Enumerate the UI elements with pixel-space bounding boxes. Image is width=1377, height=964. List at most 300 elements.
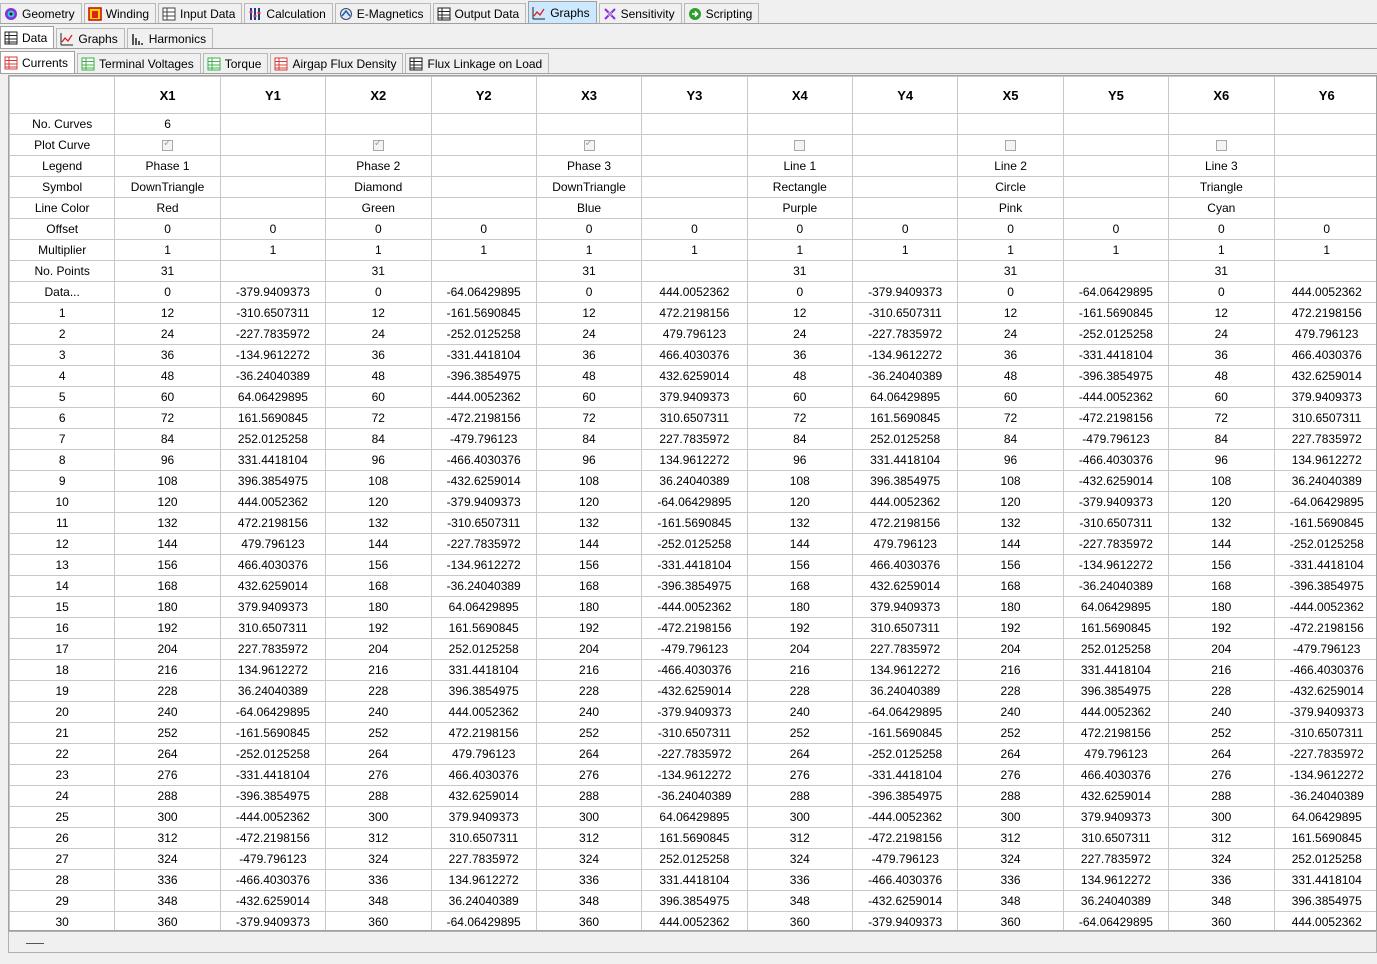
column-header-y1[interactable]: Y1 (220, 77, 325, 114)
y-value-cell[interactable]: 227.7835972 (642, 429, 747, 450)
grid-cell[interactable] (1063, 177, 1168, 198)
x-value-cell[interactable]: 108 (958, 471, 1063, 492)
y-value-cell[interactable]: -227.7835972 (1063, 534, 1168, 555)
plot-curve-cell[interactable] (536, 135, 641, 156)
y-value-cell[interactable]: -479.796123 (1274, 639, 1377, 660)
x-value-cell[interactable]: 132 (536, 513, 641, 534)
x-value-cell[interactable]: 156 (326, 555, 431, 576)
y-value-cell[interactable]: -466.4030376 (220, 870, 325, 891)
x-value-cell[interactable]: 360 (958, 912, 1063, 932)
y-value-cell[interactable]: -466.4030376 (853, 870, 958, 891)
y-value-cell[interactable]: -379.9409373 (853, 912, 958, 932)
y-value-cell[interactable]: -466.4030376 (642, 660, 747, 681)
x-value-cell[interactable]: 276 (536, 765, 641, 786)
y-value-cell[interactable]: -161.5690845 (642, 513, 747, 534)
x-value-cell[interactable]: 156 (115, 555, 220, 576)
x-value-cell[interactable]: 132 (958, 513, 1063, 534)
x-value-cell[interactable]: 312 (536, 828, 641, 849)
y-value-cell[interactable]: -252.0125258 (1063, 324, 1168, 345)
x-value-cell[interactable]: 72 (115, 408, 220, 429)
x-value-cell[interactable]: 48 (1169, 366, 1274, 387)
grid-cell[interactable] (326, 114, 431, 135)
x-value-cell[interactable]: 108 (536, 471, 641, 492)
grid-cell[interactable] (1274, 261, 1377, 282)
x-value-cell[interactable]: 48 (747, 366, 852, 387)
y-value-cell[interactable]: 396.3854975 (1063, 681, 1168, 702)
legend-cell[interactable]: Line 3 (1169, 156, 1274, 177)
x-value-cell[interactable]: 240 (536, 702, 641, 723)
x-value-cell[interactable]: 156 (536, 555, 641, 576)
offset-cell[interactable]: 0 (220, 219, 325, 240)
y-value-cell[interactable]: 466.4030376 (1063, 765, 1168, 786)
symbol-cell[interactable]: DownTriangle (115, 177, 220, 198)
y-value-cell[interactable]: 64.06429895 (853, 387, 958, 408)
x-value-cell[interactable]: 324 (747, 849, 852, 870)
x-value-cell[interactable]: 0 (115, 282, 220, 303)
x-value-cell[interactable]: 348 (326, 891, 431, 912)
y-value-cell[interactable]: 472.2198156 (642, 303, 747, 324)
x-value-cell[interactable]: 180 (536, 597, 641, 618)
multiplier-cell[interactable]: 1 (326, 240, 431, 261)
column-header-x4[interactable]: X4 (747, 77, 852, 114)
grid-cell[interactable] (853, 261, 958, 282)
x-value-cell[interactable]: 204 (115, 639, 220, 660)
y-value-cell[interactable]: 466.4030376 (1274, 345, 1377, 366)
x-value-cell[interactable]: 132 (115, 513, 220, 534)
y-value-cell[interactable]: -432.6259014 (431, 471, 536, 492)
y-value-cell[interactable]: 379.9409373 (220, 597, 325, 618)
y-value-cell[interactable]: -432.6259014 (853, 891, 958, 912)
x-value-cell[interactable]: 36 (326, 345, 431, 366)
x-value-cell[interactable]: 180 (115, 597, 220, 618)
y-value-cell[interactable]: -444.0052362 (642, 597, 747, 618)
grid-cell[interactable] (1274, 114, 1377, 135)
x-value-cell[interactable]: 264 (958, 744, 1063, 765)
y-value-cell[interactable]: 36.24040389 (220, 681, 325, 702)
column-header-x2[interactable]: X2 (326, 77, 431, 114)
grid-cell[interactable] (853, 156, 958, 177)
y-value-cell[interactable]: 134.9612272 (1274, 450, 1377, 471)
multiplier-cell[interactable]: 1 (536, 240, 641, 261)
x-value-cell[interactable]: 360 (747, 912, 852, 932)
y-value-cell[interactable]: 227.7835972 (431, 849, 536, 870)
grid-cell[interactable] (642, 156, 747, 177)
x-value-cell[interactable]: 96 (958, 450, 1063, 471)
x-value-cell[interactable]: 360 (1169, 912, 1274, 932)
x-value-cell[interactable]: 216 (747, 660, 852, 681)
x-value-cell[interactable]: 288 (326, 786, 431, 807)
x-value-cell[interactable]: 192 (115, 618, 220, 639)
x-value-cell[interactable]: 276 (958, 765, 1063, 786)
y-value-cell[interactable]: 310.6507311 (1274, 408, 1377, 429)
grid-cell[interactable] (1063, 135, 1168, 156)
y-value-cell[interactable]: -432.6259014 (1274, 681, 1377, 702)
x-value-cell[interactable]: 168 (536, 576, 641, 597)
y-value-cell[interactable]: 134.9612272 (1063, 870, 1168, 891)
y-value-cell[interactable]: 134.9612272 (642, 450, 747, 471)
y-value-cell[interactable]: 466.4030376 (642, 345, 747, 366)
symbol-cell[interactable]: Rectangle (747, 177, 852, 198)
y-value-cell[interactable]: -466.4030376 (431, 450, 536, 471)
multiplier-cell[interactable]: 1 (1274, 240, 1377, 261)
y-value-cell[interactable]: -444.0052362 (853, 807, 958, 828)
x-value-cell[interactable]: 72 (326, 408, 431, 429)
y-value-cell[interactable]: -396.3854975 (431, 366, 536, 387)
multiplier-cell[interactable]: 1 (642, 240, 747, 261)
symbol-cell[interactable]: Diamond (326, 177, 431, 198)
x-value-cell[interactable]: 24 (747, 324, 852, 345)
x-value-cell[interactable]: 360 (115, 912, 220, 932)
x-value-cell[interactable]: 300 (326, 807, 431, 828)
x-value-cell[interactable]: 192 (958, 618, 1063, 639)
y-value-cell[interactable]: -36.24040389 (431, 576, 536, 597)
y-value-cell[interactable]: -134.9612272 (1063, 555, 1168, 576)
y-value-cell[interactable]: 161.5690845 (642, 828, 747, 849)
grid-cell[interactable] (536, 114, 641, 135)
y-value-cell[interactable]: -161.5690845 (431, 303, 536, 324)
legend-cell[interactable]: Phase 3 (536, 156, 641, 177)
x-value-cell[interactable]: 180 (747, 597, 852, 618)
x-value-cell[interactable]: 120 (326, 492, 431, 513)
x-value-cell[interactable]: 84 (958, 429, 1063, 450)
legend-cell[interactable]: Line 2 (958, 156, 1063, 177)
x-value-cell[interactable]: 108 (326, 471, 431, 492)
no-points-cell[interactable]: 31 (115, 261, 220, 282)
y-value-cell[interactable]: -432.6259014 (220, 891, 325, 912)
y-value-cell[interactable]: -444.0052362 (1063, 387, 1168, 408)
y-value-cell[interactable]: 466.4030376 (431, 765, 536, 786)
multiplier-cell[interactable]: 1 (1169, 240, 1274, 261)
y-value-cell[interactable]: 432.6259014 (642, 366, 747, 387)
x-value-cell[interactable]: 264 (536, 744, 641, 765)
y-value-cell[interactable]: 134.9612272 (220, 660, 325, 681)
x-value-cell[interactable]: 348 (958, 891, 1063, 912)
y-value-cell[interactable]: -134.9612272 (642, 765, 747, 786)
x-value-cell[interactable]: 12 (958, 303, 1063, 324)
x-value-cell[interactable]: 240 (326, 702, 431, 723)
y-value-cell[interactable]: 444.0052362 (642, 282, 747, 303)
x-value-cell[interactable]: 204 (958, 639, 1063, 660)
offset-cell[interactable]: 0 (642, 219, 747, 240)
x-value-cell[interactable]: 228 (115, 681, 220, 702)
y-value-cell[interactable]: 252.0125258 (1063, 639, 1168, 660)
x-value-cell[interactable]: 228 (747, 681, 852, 702)
x-value-cell[interactable]: 168 (1169, 576, 1274, 597)
y-value-cell[interactable]: -432.6259014 (1063, 471, 1168, 492)
grid-cell[interactable] (1274, 198, 1377, 219)
x-value-cell[interactable]: 48 (326, 366, 431, 387)
tab-calculation[interactable] (244, 3, 332, 24)
y-value-cell[interactable]: -396.3854975 (642, 576, 747, 597)
y-value-cell[interactable]: 472.2198156 (1274, 303, 1377, 324)
multiplier-cell[interactable]: 1 (958, 240, 1063, 261)
legend-cell[interactable]: Line 1 (747, 156, 852, 177)
y-value-cell[interactable]: 479.796123 (1274, 324, 1377, 345)
y-value-cell[interactable]: -64.06429895 (431, 912, 536, 932)
x-value-cell[interactable]: 24 (1169, 324, 1274, 345)
y-value-cell[interactable]: -331.4418104 (1063, 345, 1168, 366)
grid-cell[interactable] (431, 156, 536, 177)
column-header-y4[interactable]: Y4 (853, 77, 958, 114)
x-value-cell[interactable]: 180 (958, 597, 1063, 618)
x-value-cell[interactable]: 216 (958, 660, 1063, 681)
y-value-cell[interactable]: -227.7835972 (431, 534, 536, 555)
y-value-cell[interactable]: -396.3854975 (220, 786, 325, 807)
x-value-cell[interactable]: 144 (536, 534, 641, 555)
x-value-cell[interactable]: 228 (958, 681, 1063, 702)
y-value-cell[interactable]: -161.5690845 (220, 723, 325, 744)
x-value-cell[interactable]: 84 (326, 429, 431, 450)
y-value-cell[interactable]: 134.9612272 (431, 870, 536, 891)
y-value-cell[interactable]: -64.06429895 (1063, 912, 1168, 932)
legend-cell[interactable]: Phase 2 (326, 156, 431, 177)
grid-cell[interactable] (747, 114, 852, 135)
x-value-cell[interactable]: 120 (1169, 492, 1274, 513)
y-value-cell[interactable]: 479.796123 (642, 324, 747, 345)
x-value-cell[interactable]: 324 (1169, 849, 1274, 870)
offset-cell[interactable]: 0 (1274, 219, 1377, 240)
x-value-cell[interactable]: 84 (1169, 429, 1274, 450)
y-value-cell[interactable]: 379.9409373 (853, 597, 958, 618)
y-value-cell[interactable]: 227.7835972 (853, 639, 958, 660)
x-value-cell[interactable]: 312 (958, 828, 1063, 849)
datatab-flux-linkage-on-load[interactable] (405, 53, 549, 74)
x-value-cell[interactable]: 12 (326, 303, 431, 324)
offset-cell[interactable]: 0 (853, 219, 958, 240)
x-value-cell[interactable]: 144 (326, 534, 431, 555)
y-value-cell[interactable]: 64.06429895 (431, 597, 536, 618)
x-value-cell[interactable]: 276 (115, 765, 220, 786)
grid-cell[interactable] (958, 114, 1063, 135)
grid-cell[interactable] (431, 261, 536, 282)
x-value-cell[interactable]: 288 (958, 786, 1063, 807)
tab-winding[interactable] (84, 3, 156, 24)
x-value-cell[interactable]: 132 (326, 513, 431, 534)
grid-cell[interactable] (220, 198, 325, 219)
y-value-cell[interactable]: 444.0052362 (1274, 912, 1377, 932)
plot-curve-cell[interactable] (747, 135, 852, 156)
y-value-cell[interactable]: 432.6259014 (220, 576, 325, 597)
x-value-cell[interactable]: 336 (326, 870, 431, 891)
x-value-cell[interactable]: 216 (326, 660, 431, 681)
grid-cell[interactable] (642, 177, 747, 198)
y-value-cell[interactable]: 444.0052362 (220, 492, 325, 513)
tab-graphs[interactable] (528, 1, 596, 24)
y-value-cell[interactable]: 161.5690845 (1274, 828, 1377, 849)
y-value-cell[interactable]: -444.0052362 (1274, 597, 1377, 618)
y-value-cell[interactable]: -64.06429895 (1274, 492, 1377, 513)
multiplier-cell[interactable]: 1 (220, 240, 325, 261)
x-value-cell[interactable]: 12 (536, 303, 641, 324)
x-value-cell[interactable]: 108 (115, 471, 220, 492)
grid-cell[interactable] (220, 156, 325, 177)
subtab-harmonics[interactable] (127, 28, 213, 49)
plot-curve-checkbox[interactable] (162, 140, 173, 151)
x-value-cell[interactable]: 348 (536, 891, 641, 912)
grid-cell[interactable] (431, 198, 536, 219)
y-value-cell[interactable]: 252.0125258 (431, 639, 536, 660)
grid-cell[interactable] (642, 135, 747, 156)
x-value-cell[interactable]: 168 (115, 576, 220, 597)
column-header-y6[interactable]: Y6 (1274, 77, 1377, 114)
tab-e-magnetics[interactable] (335, 3, 431, 24)
y-value-cell[interactable]: 161.5690845 (1063, 618, 1168, 639)
offset-cell[interactable]: 0 (1169, 219, 1274, 240)
y-value-cell[interactable]: 36.24040389 (642, 471, 747, 492)
x-value-cell[interactable]: 0 (747, 282, 852, 303)
y-value-cell[interactable]: -466.4030376 (1063, 450, 1168, 471)
y-value-cell[interactable]: -472.2198156 (220, 828, 325, 849)
tab-sensitivity[interactable] (599, 3, 682, 24)
y-value-cell[interactable]: 36.24040389 (1063, 891, 1168, 912)
y-value-cell[interactable]: -64.06429895 (1063, 282, 1168, 303)
line-color-cell[interactable]: Blue (536, 198, 641, 219)
y-value-cell[interactable]: -472.2198156 (853, 828, 958, 849)
symbol-cell[interactable]: DownTriangle (536, 177, 641, 198)
y-value-cell[interactable]: -479.796123 (853, 849, 958, 870)
tab-scripting[interactable] (684, 3, 760, 24)
y-value-cell[interactable]: -396.3854975 (1274, 576, 1377, 597)
x-value-cell[interactable]: 84 (747, 429, 852, 450)
y-value-cell[interactable]: -466.4030376 (1274, 660, 1377, 681)
x-value-cell[interactable]: 96 (115, 450, 220, 471)
y-value-cell[interactable]: 396.3854975 (431, 681, 536, 702)
x-value-cell[interactable]: 300 (1169, 807, 1274, 828)
y-value-cell[interactable]: 432.6259014 (853, 576, 958, 597)
x-value-cell[interactable]: 48 (115, 366, 220, 387)
y-value-cell[interactable]: 444.0052362 (642, 912, 747, 932)
symbol-cell[interactable]: Circle (958, 177, 1063, 198)
grid-cell[interactable] (1063, 114, 1168, 135)
y-value-cell[interactable]: -161.5690845 (1063, 303, 1168, 324)
y-value-cell[interactable]: -472.2198156 (642, 618, 747, 639)
x-value-cell[interactable]: 96 (326, 450, 431, 471)
y-value-cell[interactable]: 36.24040389 (853, 681, 958, 702)
y-value-cell[interactable]: 472.2198156 (853, 513, 958, 534)
grid-cell[interactable] (220, 114, 325, 135)
x-value-cell[interactable]: 252 (747, 723, 852, 744)
y-value-cell[interactable]: -310.6507311 (853, 303, 958, 324)
y-value-cell[interactable]: -252.0125258 (220, 744, 325, 765)
x-value-cell[interactable]: 108 (1169, 471, 1274, 492)
x-value-cell[interactable]: 120 (747, 492, 852, 513)
x-value-cell[interactable]: 312 (747, 828, 852, 849)
x-value-cell[interactable]: 24 (115, 324, 220, 345)
plot-curve-cell[interactable] (1169, 135, 1274, 156)
y-value-cell[interactable]: 472.2198156 (220, 513, 325, 534)
grid-cell[interactable] (220, 135, 325, 156)
grid-cell[interactable] (1274, 135, 1377, 156)
y-value-cell[interactable]: 161.5690845 (853, 408, 958, 429)
x-value-cell[interactable]: 48 (958, 366, 1063, 387)
x-value-cell[interactable]: 144 (115, 534, 220, 555)
x-value-cell[interactable]: 36 (958, 345, 1063, 366)
y-value-cell[interactable]: -444.0052362 (220, 807, 325, 828)
x-value-cell[interactable]: 144 (1169, 534, 1274, 555)
y-value-cell[interactable]: -134.9612272 (1274, 765, 1377, 786)
y-value-cell[interactable]: -161.5690845 (1274, 513, 1377, 534)
column-header-x6[interactable]: X6 (1169, 77, 1274, 114)
column-header-x3[interactable]: X3 (536, 77, 641, 114)
x-value-cell[interactable]: 348 (747, 891, 852, 912)
y-value-cell[interactable]: 227.7835972 (1274, 429, 1377, 450)
x-value-cell[interactable]: 360 (536, 912, 641, 932)
x-value-cell[interactable]: 264 (747, 744, 852, 765)
x-value-cell[interactable]: 72 (536, 408, 641, 429)
y-value-cell[interactable]: -479.796123 (431, 429, 536, 450)
y-value-cell[interactable]: -64.06429895 (220, 702, 325, 723)
y-value-cell[interactable]: 396.3854975 (853, 471, 958, 492)
x-value-cell[interactable]: 24 (326, 324, 431, 345)
grid-cell[interactable] (1274, 156, 1377, 177)
x-value-cell[interactable]: 60 (115, 387, 220, 408)
x-value-cell[interactable]: 228 (536, 681, 641, 702)
x-value-cell[interactable]: 60 (747, 387, 852, 408)
y-value-cell[interactable]: 310.6507311 (431, 828, 536, 849)
x-value-cell[interactable]: 300 (536, 807, 641, 828)
x-value-cell[interactable]: 324 (326, 849, 431, 870)
tab-geometry[interactable] (0, 3, 82, 24)
grid-cell[interactable] (220, 177, 325, 198)
y-value-cell[interactable]: 331.4418104 (1063, 660, 1168, 681)
x-value-cell[interactable]: 324 (115, 849, 220, 870)
y-value-cell[interactable]: 161.5690845 (220, 408, 325, 429)
grid-cell[interactable] (1063, 198, 1168, 219)
legend-cell[interactable]: Phase 1 (115, 156, 220, 177)
subtab-graphs[interactable] (56, 28, 124, 49)
x-value-cell[interactable]: 168 (326, 576, 431, 597)
y-value-cell[interactable]: -36.24040389 (220, 366, 325, 387)
x-value-cell[interactable]: 60 (1169, 387, 1274, 408)
y-value-cell[interactable]: -479.796123 (1063, 429, 1168, 450)
y-value-cell[interactable]: 466.4030376 (853, 555, 958, 576)
y-value-cell[interactable]: -36.24040389 (642, 786, 747, 807)
y-value-cell[interactable]: 310.6507311 (642, 408, 747, 429)
no-points-cell[interactable]: 31 (536, 261, 641, 282)
x-value-cell[interactable]: 156 (747, 555, 852, 576)
x-value-cell[interactable]: 240 (747, 702, 852, 723)
multiplier-cell[interactable]: 1 (747, 240, 852, 261)
grid-cell[interactable] (1274, 177, 1377, 198)
y-value-cell[interactable]: 310.6507311 (220, 618, 325, 639)
x-value-cell[interactable]: 168 (747, 576, 852, 597)
plot-curve-checkbox[interactable] (1005, 140, 1016, 151)
x-value-cell[interactable]: 204 (1169, 639, 1274, 660)
grid-cell[interactable] (431, 135, 536, 156)
y-value-cell[interactable]: -64.06429895 (431, 282, 536, 303)
y-value-cell[interactable]: 479.796123 (1063, 744, 1168, 765)
x-value-cell[interactable]: 12 (747, 303, 852, 324)
offset-cell[interactable]: 0 (536, 219, 641, 240)
y-value-cell[interactable]: 252.0125258 (642, 849, 747, 870)
line-color-cell[interactable]: Pink (958, 198, 1063, 219)
plot-curve-cell[interactable] (115, 135, 220, 156)
y-value-cell[interactable]: -161.5690845 (853, 723, 958, 744)
x-value-cell[interactable]: 348 (1169, 891, 1274, 912)
y-value-cell[interactable]: -36.24040389 (853, 366, 958, 387)
y-value-cell[interactable]: -396.3854975 (853, 786, 958, 807)
y-value-cell[interactable]: 396.3854975 (1274, 891, 1377, 912)
y-value-cell[interactable]: -379.9409373 (1063, 492, 1168, 513)
grid-cell[interactable] (642, 114, 747, 135)
x-value-cell[interactable]: 312 (1169, 828, 1274, 849)
x-value-cell[interactable]: 336 (536, 870, 641, 891)
x-value-cell[interactable]: 72 (1169, 408, 1274, 429)
plot-curve-checkbox[interactable] (1216, 140, 1227, 151)
y-value-cell[interactable]: 396.3854975 (220, 471, 325, 492)
y-value-cell[interactable]: -472.2198156 (1063, 408, 1168, 429)
column-header-y3[interactable]: Y3 (642, 77, 747, 114)
